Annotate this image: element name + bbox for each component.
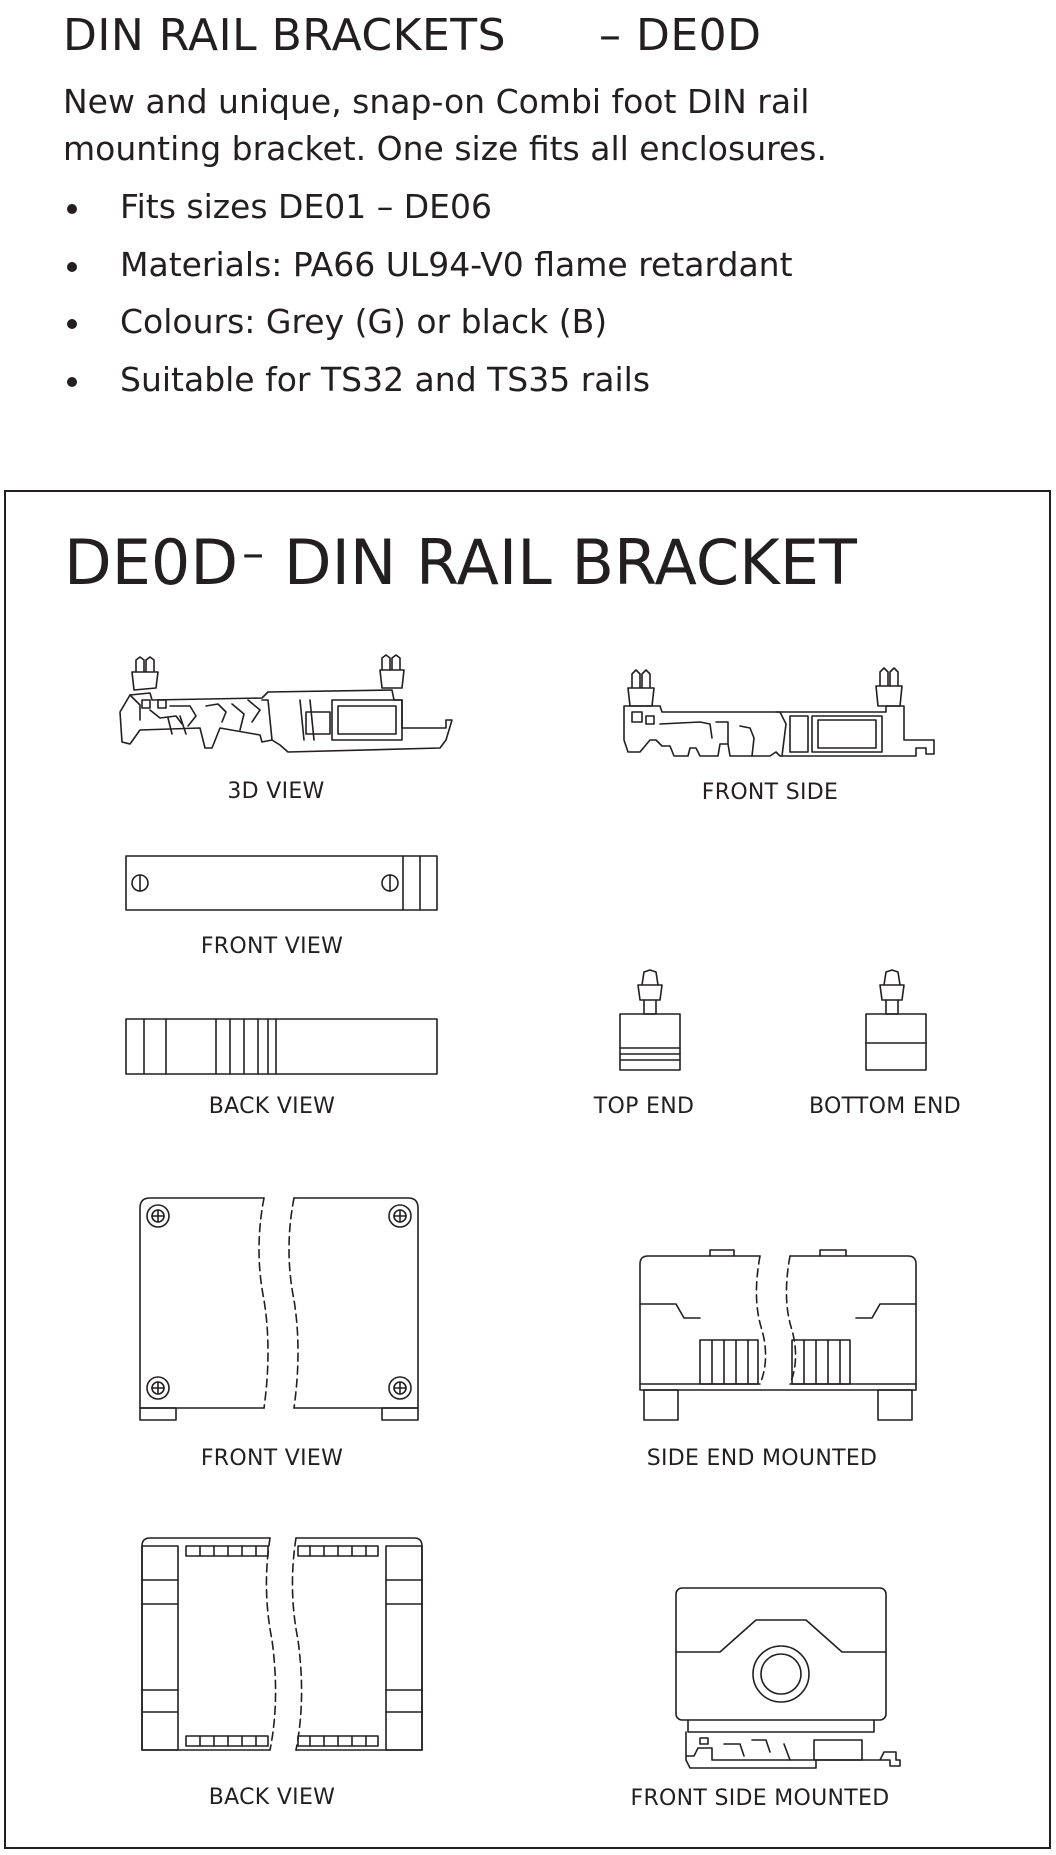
label-3d-view: 3D VIEW bbox=[227, 779, 325, 804]
product-code: – DE0D bbox=[599, 10, 762, 61]
bracket-front-view-drawing bbox=[126, 856, 437, 910]
feature-item: Suitable for TS32 and TS35 rails bbox=[63, 351, 793, 409]
enclosure-front-side-mounted-drawing bbox=[676, 1588, 900, 1768]
enclosure-back-view-drawing bbox=[142, 1538, 422, 1750]
intro-line-2: mounting bracket. One size fits all enclosures. bbox=[63, 129, 827, 168]
bracket-bottom-end-drawing bbox=[866, 970, 926, 1070]
label-front-side: FRONT SIDE bbox=[701, 780, 839, 805]
label-front-view-2: FRONT VIEW bbox=[200, 1446, 344, 1471]
bracket-front-side-drawing bbox=[624, 668, 934, 756]
bracket-3d-view-drawing bbox=[120, 655, 452, 752]
enclosure-front-view-drawing bbox=[140, 1198, 418, 1420]
label-back-view-2: BACK VIEW bbox=[208, 1785, 336, 1810]
bracket-back-view-drawing bbox=[126, 1019, 437, 1074]
page-title: DIN RAIL BRACKETS bbox=[63, 10, 507, 61]
label-front-view-1: FRONT VIEW bbox=[200, 934, 344, 959]
feature-item: Materials: PA66 UL94-V0 flame retardant bbox=[63, 236, 793, 294]
label-side-end-mounted: SIDE END MOUNTED bbox=[646, 1446, 878, 1471]
feature-item: Colours: Grey (G) or black (B) bbox=[63, 293, 793, 351]
label-top-end: TOP END bbox=[593, 1094, 695, 1119]
label-back-view-1: BACK VIEW bbox=[208, 1094, 336, 1119]
panel-title-rest: DIN RAIL BRACKET bbox=[283, 526, 857, 599]
intro-line-1: New and unique, snap-on Combi foot DIN rail bbox=[63, 82, 810, 121]
feature-item: Fits sizes DE01 – DE06 bbox=[63, 178, 793, 236]
enclosure-side-end-mounted-drawing bbox=[640, 1250, 916, 1420]
label-bottom-end: BOTTOM END bbox=[808, 1094, 962, 1119]
panel-title-dash: – bbox=[242, 528, 265, 579]
label-front-side-mounted: FRONT SIDE MOUNTED bbox=[630, 1786, 890, 1811]
panel-title-code: DE0D bbox=[64, 526, 239, 599]
bracket-top-end-drawing bbox=[620, 970, 680, 1070]
